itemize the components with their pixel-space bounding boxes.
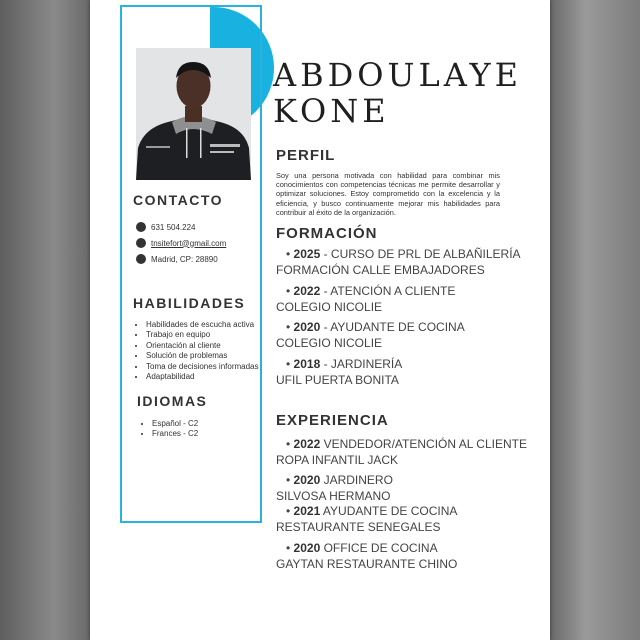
profile-photo <box>136 48 251 180</box>
skill-item: • Trabajo en equipo <box>146 330 259 340</box>
skills-list <box>134 320 259 382</box>
contact-phone <box>136 222 196 232</box>
language-item: • Frances - C2 <box>152 429 198 439</box>
languages-list <box>140 419 198 440</box>
experience-title: JARDINERO <box>320 473 393 487</box>
experience-heading: EXPERIENCIA <box>276 412 389 429</box>
contact-address <box>136 254 218 264</box>
education-year: 2018 <box>293 357 321 371</box>
email-text: tnsitefort@gmail.com <box>151 238 227 248</box>
language-item: • Español - C2 <box>152 419 198 429</box>
education-heading: FORMACIÓN <box>276 225 378 242</box>
skill-item: • Toma de decisiones informadas <box>146 362 259 372</box>
skills-heading: HABILIDADES <box>133 295 246 311</box>
education-entry: • 2025 - CURSO DE PRL DE ALBAÑILERÍA FORMACIÓN CALLE EMBAJADORES <box>276 247 521 277</box>
skill-item: • Habilidades de escucha activa <box>146 320 259 330</box>
phone-icon <box>136 222 146 232</box>
education-year: 2025 <box>293 247 321 261</box>
education-entry: • 2020 - AYUDANTE DE COCINA COLEGIO NICOLIE <box>276 320 465 350</box>
experience-entry: • 2020 JARDINERO SILVOSA HERMANO <box>276 473 393 503</box>
experience-year: 2020 <box>293 541 321 555</box>
experience-entry: • 2020 OFFICE DE COCINA GAYTAN RESTAURANTE CHINO <box>276 541 458 571</box>
experience-place: RESTAURANTE SENEGALES <box>276 520 441 534</box>
phone-text: 631 504.224 <box>151 222 196 232</box>
experience-entry: • 2021 AYUDANTE DE COCINA RESTAURANTE SENEGALES <box>276 504 458 534</box>
experience-title: AYUDANTE DE COCINA <box>320 504 458 518</box>
experience-title: OFFICE DE COCINA <box>320 541 438 555</box>
experience-place: GAYTAN RESTAURANTE CHINO <box>276 557 458 571</box>
education-title: - ATENCIÓN A CLIENTE <box>320 284 456 298</box>
experience-place: ROPA INFANTIL JACK <box>276 453 399 467</box>
education-year: 2022 <box>293 284 321 298</box>
languages-heading: IDIOMAS <box>137 393 208 409</box>
person-portrait-icon <box>136 48 251 180</box>
address-text: Madrid, CP: 28890 <box>151 254 218 264</box>
experience-place: SILVOSA HERMANO <box>276 489 391 503</box>
education-place: COLEGIO NICOLIE <box>276 300 383 314</box>
education-title: - JARDINERÍA <box>320 357 403 371</box>
education-place: COLEGIO NICOLIE <box>276 336 383 350</box>
experience-year: 2021 <box>293 504 321 518</box>
background-right <box>550 0 640 640</box>
education-title: - AYUDANTE DE COCINA <box>320 320 465 334</box>
experience-year: 2022 <box>293 437 321 451</box>
skill-item: • Orientación al cliente <box>146 341 259 351</box>
background-left <box>0 0 90 640</box>
experience-title: VENDEDOR/ATENCIÓN AL CLIENTE <box>320 437 527 451</box>
location-pin-icon <box>136 254 146 264</box>
experience-year: 2020 <box>293 473 321 487</box>
skill-item: • Solución de problemas <box>146 351 259 361</box>
skill-item: • Adaptabilidad <box>146 372 259 382</box>
email-icon <box>136 238 146 248</box>
contact-email <box>136 238 226 248</box>
profile-heading: PERFIL <box>276 147 336 164</box>
education-year: 2020 <box>293 320 321 334</box>
profile-text: Soy una persona motivada con habilidad para combinar mis conocimientos con competencias técnicas me permite desarrollar y optimizar soluciones. Estoy comprometido con la excelencia y la eficiencia, y busco continuamente mejorar mis habilidades para contribuir al éxito de la organización. <box>276 171 500 217</box>
education-place: FORMACIÓN CALLE EMBAJADORES <box>276 263 485 277</box>
education-entry: • 2022 - ATENCIÓN A CLIENTE COLEGIO NICOLIE <box>276 284 456 314</box>
education-place: UFIL PUERTA BONITA <box>276 373 399 387</box>
education-entry: • 2018 - JARDINERÍA UFIL PUERTA BONITA <box>276 357 403 387</box>
experience-entry: • 2022 VENDEDOR/ATENCIÓN AL CLIENTE ROPA INFANTIL JACK <box>276 437 527 467</box>
name-last: KONE <box>273 92 390 130</box>
education-title: - CURSO DE PRL DE ALBAÑILERÍA <box>320 247 521 261</box>
contact-heading: CONTACTO <box>133 192 224 208</box>
name-first: ABDOULAYE <box>273 56 523 94</box>
